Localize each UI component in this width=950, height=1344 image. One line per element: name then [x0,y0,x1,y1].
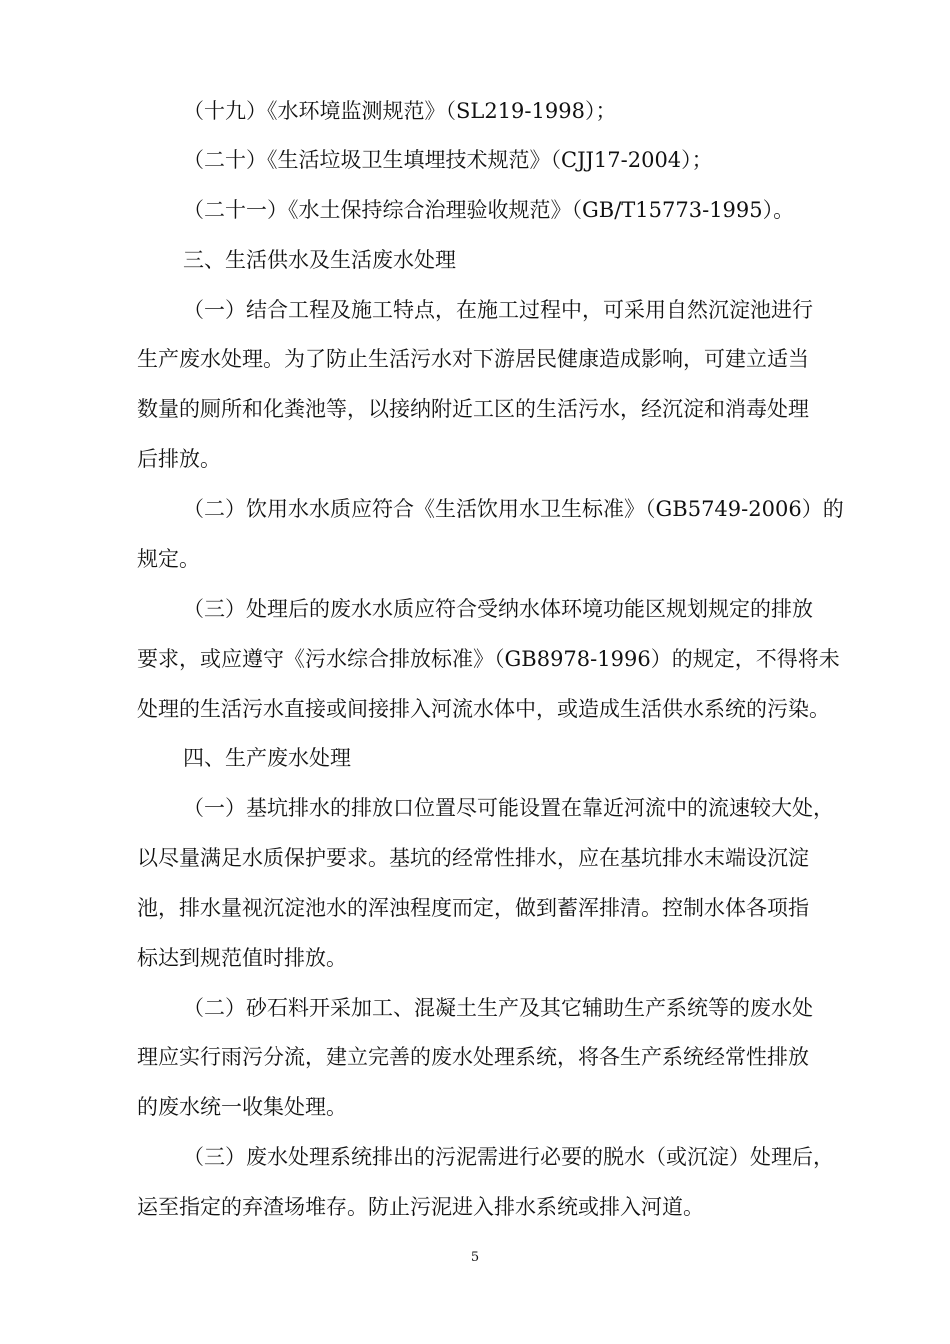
paragraph-3-1-line-3: 数量的厕所和化粪池等，以接纳附近工区的生活污水，经沉淀和消毒处理 [137,397,809,421]
paragraph-3-1-line-4: 后排放。 [137,447,221,471]
section-heading-4: 四、生产废水处理 [183,746,351,770]
paragraph-3-3-line-2: 要求，或应遵守《污水综合排放标准》（GB8978-1996）的规定，不得将未 [137,647,840,671]
regulation-item-19: （十九）《水环境监测规范》（SL219-1998）； [183,99,617,123]
paragraph-3-2-line-1: （二）饮用水水质应符合《生活饮用水卫生标准》（GB5749-2006）的 [183,497,844,521]
regulation-item-20: （二十）《生活垃圾卫生填埋技术规范》（CJJ17-2004）； [183,148,713,172]
paragraph-4-2-line-3: 的废水统一收集处理。 [137,1095,347,1119]
regulation-item-21: （二十一）《水土保持综合治理验收规范》（GB/T15773-1995）。 [183,198,795,222]
paragraph-3-2-line-2: 规定。 [137,547,200,571]
paragraph-3-3-line-3: 处理的生活污水直接或间接排入河流水体中，或造成生活供水系统的污染。 [137,697,830,721]
paragraph-4-1-line-4: 标达到规范值时排放。 [137,946,347,970]
paragraph-4-2-line-1: （二）砂石料开采加工、混凝土生产及其它辅助生产系统等的废水处 [183,996,813,1020]
paragraph-4-1-line-2: 以尽量满足水质保护要求。基坑的经常性排水，应在基坑排水末端设沉淀 [137,846,809,870]
paragraph-4-1-line-1: （一）基坑排水的排放口位置尽可能设置在靠近河流中的流速较大处， [183,796,834,820]
paragraph-4-1-line-3: 池，排水量视沉淀池水的浑浊程度而定，做到蓄浑排清。控制水体各项指 [137,896,809,920]
paragraph-3-1-line-1: （一）结合工程及施工特点，在施工过程中，可采用自然沉淀池进行 [183,298,813,322]
paragraph-3-1-line-2: 生产废水处理。为了防止生活污水对下游居民健康造成影响，可建立适当 [137,347,809,371]
paragraph-4-3-line-1: （三）废水处理系统排出的污泥需进行必要的脱水（或沉淀）处理后， [183,1145,834,1169]
page-number: 5 [470,1250,480,1265]
section-heading-3: 三、生活供水及生活废水处理 [183,248,456,272]
paragraph-3-3-line-1: （三）处理后的废水水质应符合受纳水体环境功能区规划规定的排放 [183,597,813,621]
paragraph-4-2-line-2: 理应实行雨污分流，建立完善的废水处理系统，将各生产系统经常性排放 [137,1045,809,1069]
paragraph-4-3-line-2: 运至指定的弃渣场堆存。防止污泥进入排水系统或排入河道。 [137,1195,704,1219]
